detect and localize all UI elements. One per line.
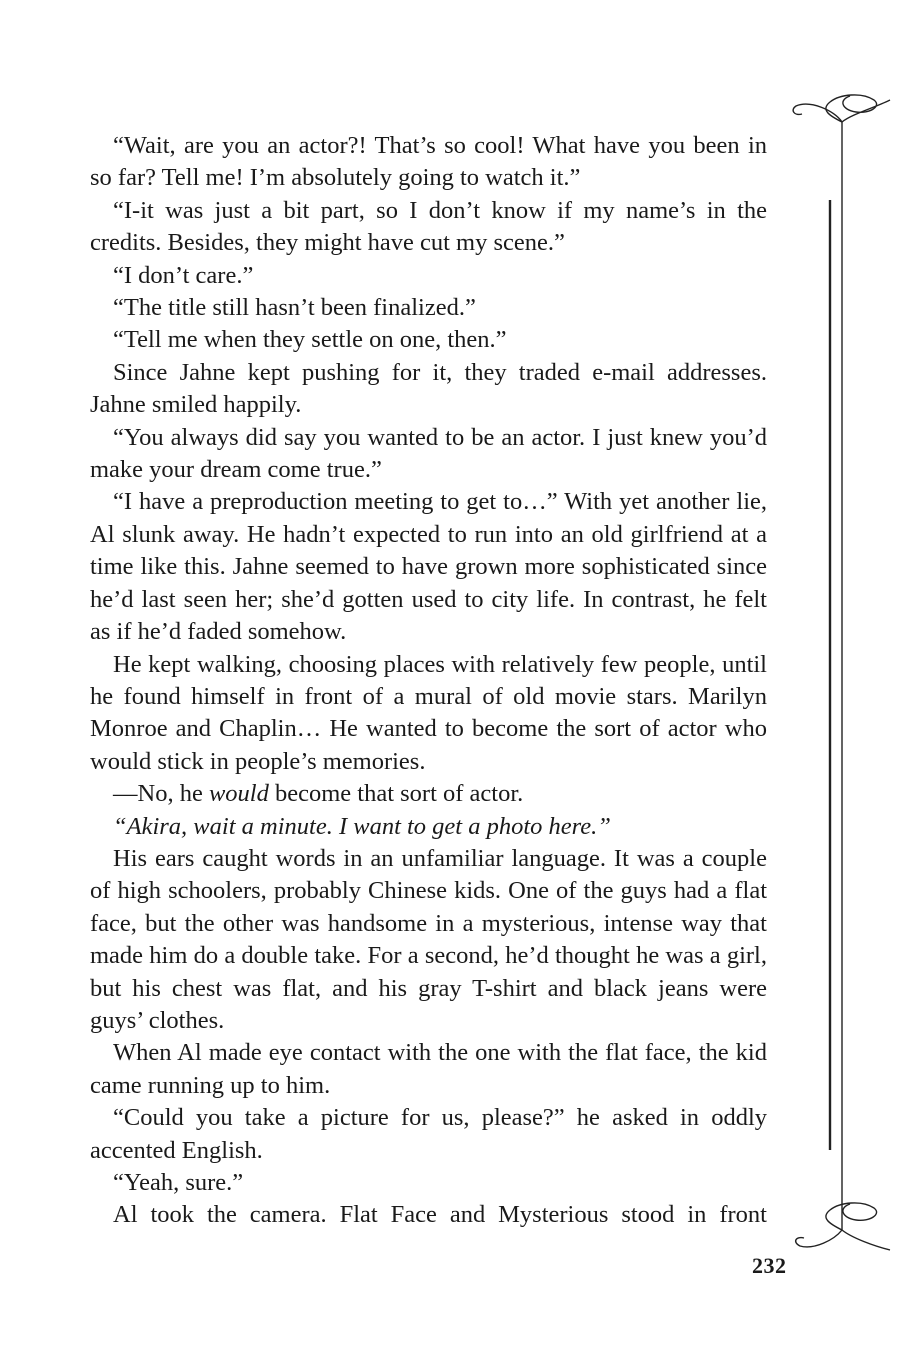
paragraph: “Could you take a picture for us, please?” he asked in oddly accented English. (90, 1104, 767, 1164)
paragraph: “Yeah, sure.” (113, 1169, 244, 1196)
paragraph: Since Jahne kept pushing for it, they traded e-mail addresses. Jahne smiled happily. (90, 358, 767, 419)
emphasis: would (208, 780, 269, 808)
text-span: become that sort of actor. (268, 780, 524, 808)
margin-ornament (790, 70, 900, 1300)
bottom-flourish-icon (796, 1203, 890, 1250)
paragraph: “I-it was just a bit part, so I don’t know if my name’s in the credits. Besides, they might have cut my scene.” (90, 196, 767, 257)
paragraph-last: Al took the camera. Flat Face and Mysterious stood in front (113, 1201, 767, 1229)
page-number: 232 (752, 1253, 787, 1278)
paragraph: “I have a preproduction meeting to get to…” With yet another lie, Al slunk away. He hadn’t expected to run into an old girlfriend at a time like this. Jahne seemed to have grown more sophisticated since he’d last seen her; she’d gotten used to city life. In contrast, he felt as if he’d faded somehow. (90, 488, 767, 646)
paragraph: “I don’t care.” (113, 261, 254, 289)
paragraph (90, 778, 767, 810)
text-span: —No, he (113, 780, 209, 808)
page-body (90, 130, 767, 1232)
top-flourish-icon (793, 95, 890, 122)
paragraph: He kept walking, choosing places with relatively few people, until he found himself in front of a mural of old movie stars. Marilyn Monroe and Chaplin… He wanted to become the sort of actor who would stick in people’s memories. (90, 650, 767, 775)
paragraph: “You always did say you wanted to be an actor. I just knew you’d make your dream come true.” (90, 423, 767, 484)
paragraph: His ears caught words in an unfamiliar language. It was a couple of high schoolers, probably Chinese kids. One of the guys had a flat face, but the other was handsome in a mysterious, intense way that made him do a double take. For a second, he’d thought he was a girl, but his chest was flat, and his gray T-shirt and black jeans were guys’ clothes. (90, 844, 767, 1034)
paragraph: “Wait, are you an actor?! That’s so cool! What have you been in so far? Tell me! I’m absolutely going to watch it.” (90, 132, 767, 192)
emphasis: “Akira, wait a minute. I want to get a photo here.” (113, 812, 611, 840)
paragraph: “The title still hasn’t been finalized.” (113, 294, 476, 322)
paragraph: When Al made eye contact with the one with the flat face, the kid came running up to him. (90, 1039, 767, 1099)
paragraph-italic (90, 811, 767, 843)
paragraph: “Tell me when they settle on one, then.” (113, 326, 507, 354)
